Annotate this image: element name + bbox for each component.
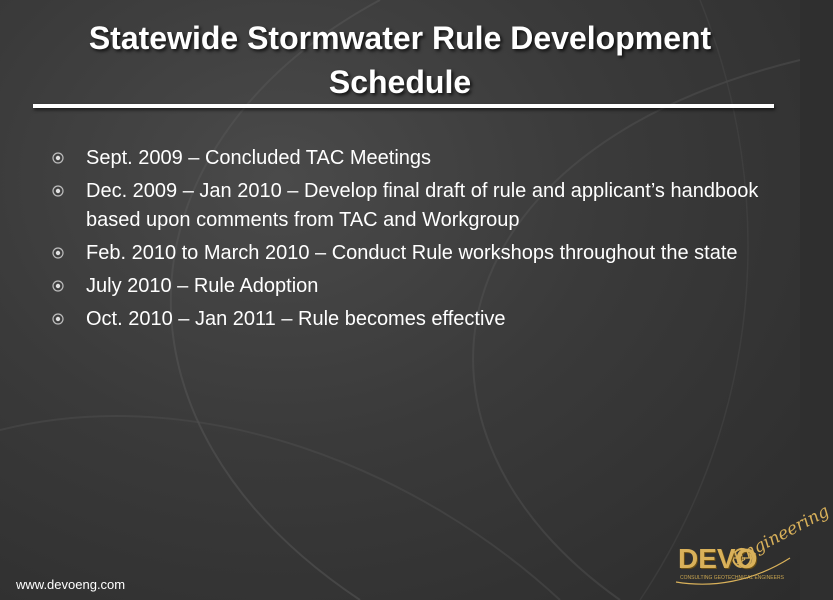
- logo-wordmark: DEVO: [678, 543, 758, 574]
- footer-url: www.devoeng.com: [16, 577, 126, 592]
- logo-tagline: CONSULTING GEOTECHNICAL ENGINEERS: [680, 575, 784, 581]
- list-item: [50, 239, 770, 268]
- title-divider: [33, 104, 774, 108]
- list-item-text: July 2010 – Rule Adoption: [86, 275, 319, 297]
- circle-dot-icon: [52, 247, 64, 259]
- circle-dot-icon: [52, 280, 64, 292]
- list-item-text: Dec. 2009 – Jan 2010 – Develop final draft of rule and applicant’s handbook based upon comments from TAC and Workgroup: [86, 180, 759, 231]
- list-item: [50, 144, 770, 173]
- circle-dot-icon: [52, 152, 64, 164]
- list-item: [50, 177, 770, 235]
- list-item-text: Sept. 2009 – Concluded TAC Meetings: [86, 147, 432, 169]
- list-item: [50, 272, 770, 301]
- circle-dot-icon: [52, 313, 64, 325]
- list-item-text: Feb. 2010 to March 2010 – Conduct Rule workshops throughout the state: [86, 242, 738, 264]
- devo-engineering-logo: [672, 501, 833, 596]
- logo-script: Engineering: [729, 501, 833, 569]
- circle-dot-icon: [52, 185, 64, 197]
- slide-title: Statewide Stormwater Rule Development Schedule: [88, 20, 712, 100]
- list-item: [50, 305, 770, 334]
- list-item-text: Oct. 2010 – Jan 2011 – Rule becomes effective: [86, 308, 506, 330]
- schedule-list: [50, 144, 770, 338]
